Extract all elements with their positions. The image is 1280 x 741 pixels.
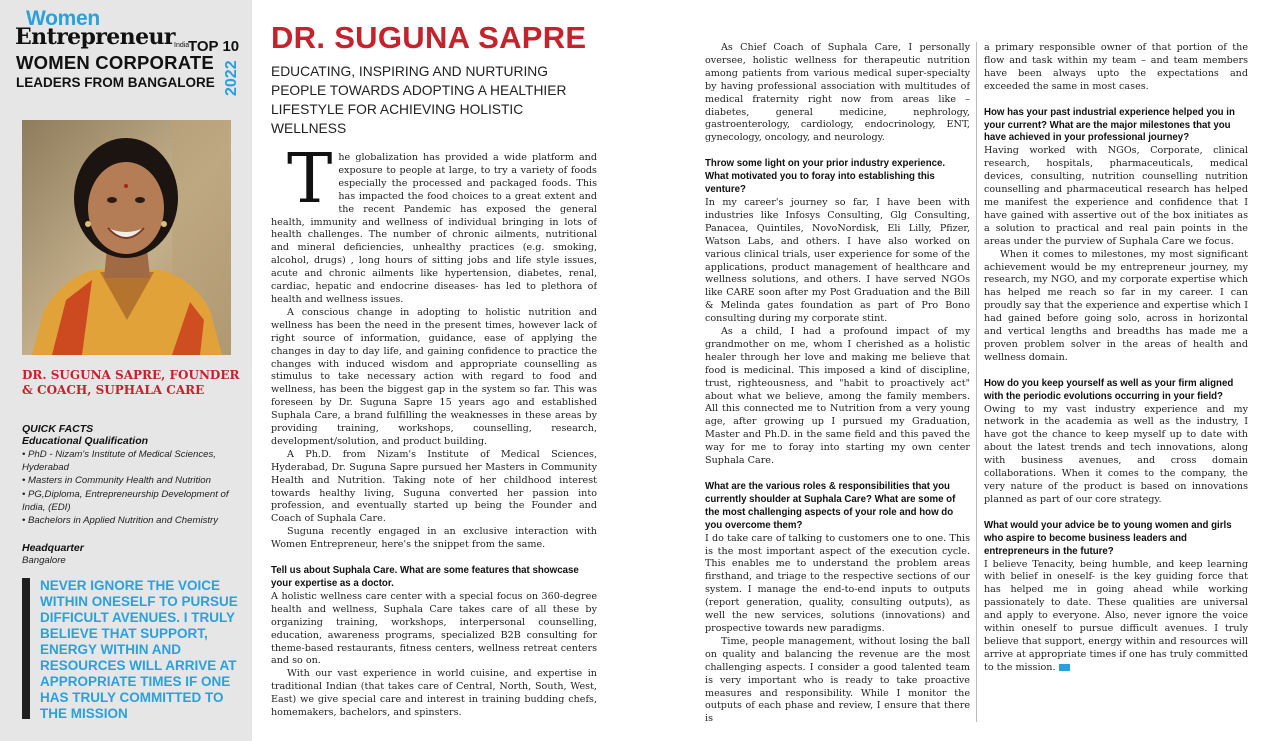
paragraph: A Ph.D. from Nizam's Institute of Medical Sciences, Hyderabad, Dr. Suguna Sapre pursued her Masters in Community Health and Nutrition. Taking note of her childhood interest towards healthy living, Suguna converted her passion into profession, and eventually started up being the Founder and Coach of Suphala Care. xyxy=(271,448,597,525)
paragraph: I do take care of talking to customers one to one. This is the most important aspect of the execution cycle. This enables me to understand the problem areas firsthand, and triage to the respective sections of our system. I manage the end-to-end inputs to outputs (report generation, quality, consulting outputs), as well the new services, solutions (innovations) and prospective towards new paradigms. xyxy=(705,532,970,634)
paragraph: A conscious change in adopting to holistic nutrition and wellness has been the need in the present times, however lack of right source of information, guidance, ease of applying the changes in day to day life, and gaining confidence to practice the changes with induced wisdom and appropriate counselling as stimulus to take necessary action with regard to food and wellness, has been the biggest gap in the system so far. This was foreseen by Dr. Suguna Sapre 15 years ago and established Suphala Care, a brand fulfilling the weaknesses in these areas by providing training, workshops, counselling, research, development/solution, and product building. xyxy=(271,306,597,447)
education-item: • Bachelors in Applied Nutrition and Chemistry xyxy=(22,515,219,527)
paragraph: With our vast experience in world cuisine, and expertise in traditional Indian (that takes care of Central, North, South, West, East) we give special care and interest in training budding chefs, homemakers, bachelors, and spinsters. xyxy=(271,668,597,719)
article-title: DR. SUGUNA SAPRE xyxy=(271,20,587,55)
profile-sidebar xyxy=(0,0,252,741)
column-divider xyxy=(976,42,977,722)
interview-question: What would your advice be to young women and girls who aspire to become business leaders and entrepreneurs in the future? xyxy=(984,519,1232,557)
masthead-entrepreneur: Entrepreneur xyxy=(15,24,175,50)
quick-facts-title: QUICK FACTS xyxy=(22,423,94,435)
article-column-3 xyxy=(984,42,1248,732)
pull-quote-bar xyxy=(22,578,30,719)
article-column-1 xyxy=(271,152,597,732)
profile-photo xyxy=(22,120,231,355)
paragraph xyxy=(984,559,1248,675)
pull-quote: NEVER IGNORE THE VOICE WITHIN ONESELF TO PURSUE DIFFICULT AVENUES. I TRULY BELIEVE THAT SUPPORT, ENERGY WITHIN AND RESOURCES WILL ARRIVE AT APPROPRIATE TIMES IF ONE HAS TRULY COMMITTED TO THE MISSION xyxy=(40,578,238,721)
interview-question: Tell us about Suphala Care. What are some features that showcase your expertise as a doctor. xyxy=(271,565,579,589)
paragraph: As Chief Coach of Suphala Care, I personally oversee, holistic wellness for therapeutic nutrition among patients from various medical super-specialty by having professional association with multitudes of medical fraternity right now from areas like – diabetes, general medicine, nephrology, gastroenterology, cardiology, endocrinology, ENT, gynecology, oncology, and neurology. xyxy=(705,42,970,144)
masthead-women: Women xyxy=(26,7,100,30)
paragraph: a primary responsible owner of that portion of the flow and task within my team – and team members have been always upto the expectations and exceeded the same in most cases. xyxy=(984,42,1248,92)
education-item: • PhD - Nizam's Institute of Medical Sciences, Hyderabad xyxy=(22,449,216,474)
paragraph: A holistic wellness care center with a special focus on 360-degree health and wellness, Suphala Care takes care of all these by organizing training, workshops, interpersonal counselling, education, awareness programs, specialized B2B consulting for theme-based restaurants, fitness centers, wellness retreat centers and so on. xyxy=(271,590,597,667)
drop-cap: T xyxy=(287,152,333,219)
paragraph: In my career's journey so far, I have been with industries like Infosys Consulting, Glg Consulting, Panacea, Quintiles, NovoNordisk, Eli Lilly, Pfizer, Watson Labs, and others. I have also worked on various clinical trials, user experience for some of the applications, product management of healthcare and wellness solutions, and others. I have served NGOs like CARE soon after my Post Graduation and the Bill & Melinda gates foundation as part of Pro Bono consulting during my corporate stint. xyxy=(705,196,970,325)
paragraph: Having worked with NGOs, Corporate, clinical research, hospitals, pharmaceuticals, medical devices, consulting, nutrition counselling nutrition counselling and pharmaceutical research has helped me manifest the experience and confidence that I have gained with assertive out of the box initiates as a solution to practical and real pain points in the areas under the purview of Suphala Care we focus. xyxy=(984,145,1248,247)
interview-question: Throw some light on your prior industry experience. What motivated you to foray into establishing this venture? xyxy=(705,158,946,196)
article-column-2 xyxy=(705,42,970,732)
masthead-top10: TOP 10 xyxy=(188,38,240,55)
masthead-women-corporate: WOMEN CORPORATE xyxy=(16,52,214,73)
interview-question: How do you keep yourself as well as your firm aligned with the periodic evolutions occurring in your field? xyxy=(984,377,1234,402)
paragraph: Owing to my vast industry experience and my network in the academia as well as the industry, I have got the chance to keep myself up to date with about the latest trends and tech innovations, along with business avenues, and cross domain collaborations. When it comes to the company, the very nature of the product is based on innovations planned as part of our core strategy. xyxy=(984,403,1248,505)
interview-question: How has your past industrial experience helped you in your current? What are the major milestones that you have achieved in your professional journey? xyxy=(984,106,1235,144)
education-item: • PG,Diploma, Entrepreneurship Development of India, (EDI) xyxy=(22,488,229,513)
headquarter-value: Bangalore xyxy=(22,555,66,566)
paragraph: Suguna recently engaged in an exclusive interaction with Women Entrepreneur, here's the snippet from the same. xyxy=(271,526,597,551)
masthead-leaders-bangalore: LEADERS FROM BANGALORE xyxy=(16,75,215,90)
paragraph: As a child, I had a profound impact of my grandmother on me, whom I cherished as a holistic healer through her love and making me believe that food is medicinal. This imposed a kind of discipline, trust, righteousness, and "habit to proactively act" about what we believe, among the family members. All this connected me to Nutrition from a very young age, after growing up I pursued my Graduation, Master and Ph.D. in the same field and this paved the way for me to foray into starting my own center Suphala Care. xyxy=(705,326,970,467)
education-list xyxy=(22,448,244,527)
article-subtitle: EDUCATING, INSPIRING AND NURTURING PEOPLE TOWARDS ADOPTING A HEALTHIER LIFESTYLE FOR ACHIEVING HOLISTIC WELLNESS xyxy=(271,64,567,136)
paragraph: Time, people management, without losing the ball on quality and balancing the revenue are the most challenging aspects. I consider a good talented team is very important who is ready to take proactive measures and responsibility. While I monitor the outputs of each phase and review, I ensure that there is xyxy=(705,635,970,725)
closing-paragraph-text: I believe Tenacity, being humble, and keep learning with belief in oneself- is the key guiding force that has helped me in going ahead while working passionately to date. These qualities are universal and apply to everyone. Also, never ignore the voice within oneself to pursue difficult avenues. I truly believe that support, energy within and resources will arrive at appropriate times if one has truly committed to the mission. xyxy=(984,558,1248,673)
paragraph: he globalization has provided a wide platform and exposure to people at large, to try a variety of foods especially the processed and packaged foods. This has impacted the food choices to a great extent and the recent Pandemic has exposed the general health, immunity and wellness of individual bringing in lots of health challenges. The number of chronic ailments, nutritional and mineral deficiencies, unhealthy practices (e.g. smoking, alcohol, drugs) , long hours of sitting jobs and life style issues, acute and chronic ailments like hypertension, diabetes, renal, cardiac, hepatic and endocrine diseases- has led to plethora of health and wellness issues. xyxy=(271,152,597,305)
paragraph: When it comes to milestones, my most significant achievement would be my entrepreneur journey, my research, my NGO, and my corporate expertise which has helped me reach so far in my career. I can proudly say that the experience and expertise which I had gained before going solo, across in horizontal and vertical lengths and breadths has made me a proven problem solver in the areas of health and wellness domain. xyxy=(984,248,1248,363)
interview-question: What are the various roles & responsibilities that you currently shoulder at Suphala Care? What are some of the most challenging aspects of your role and how do you overcome them? xyxy=(705,481,956,531)
portrait-illustration xyxy=(22,120,231,355)
masthead-india: India xyxy=(174,42,190,49)
masthead-year: 2022 xyxy=(223,60,240,96)
end-mark-icon xyxy=(1059,664,1070,671)
headquarter-title: Headquarter xyxy=(22,542,84,554)
education-title: Educational Qualification xyxy=(22,435,149,447)
profile-caption: DR. SUGUNA SAPRE, FOUNDER & COACH, SUPHALA CARE xyxy=(22,368,240,397)
education-item: • Masters in Community Health and Nutrition xyxy=(22,475,211,487)
